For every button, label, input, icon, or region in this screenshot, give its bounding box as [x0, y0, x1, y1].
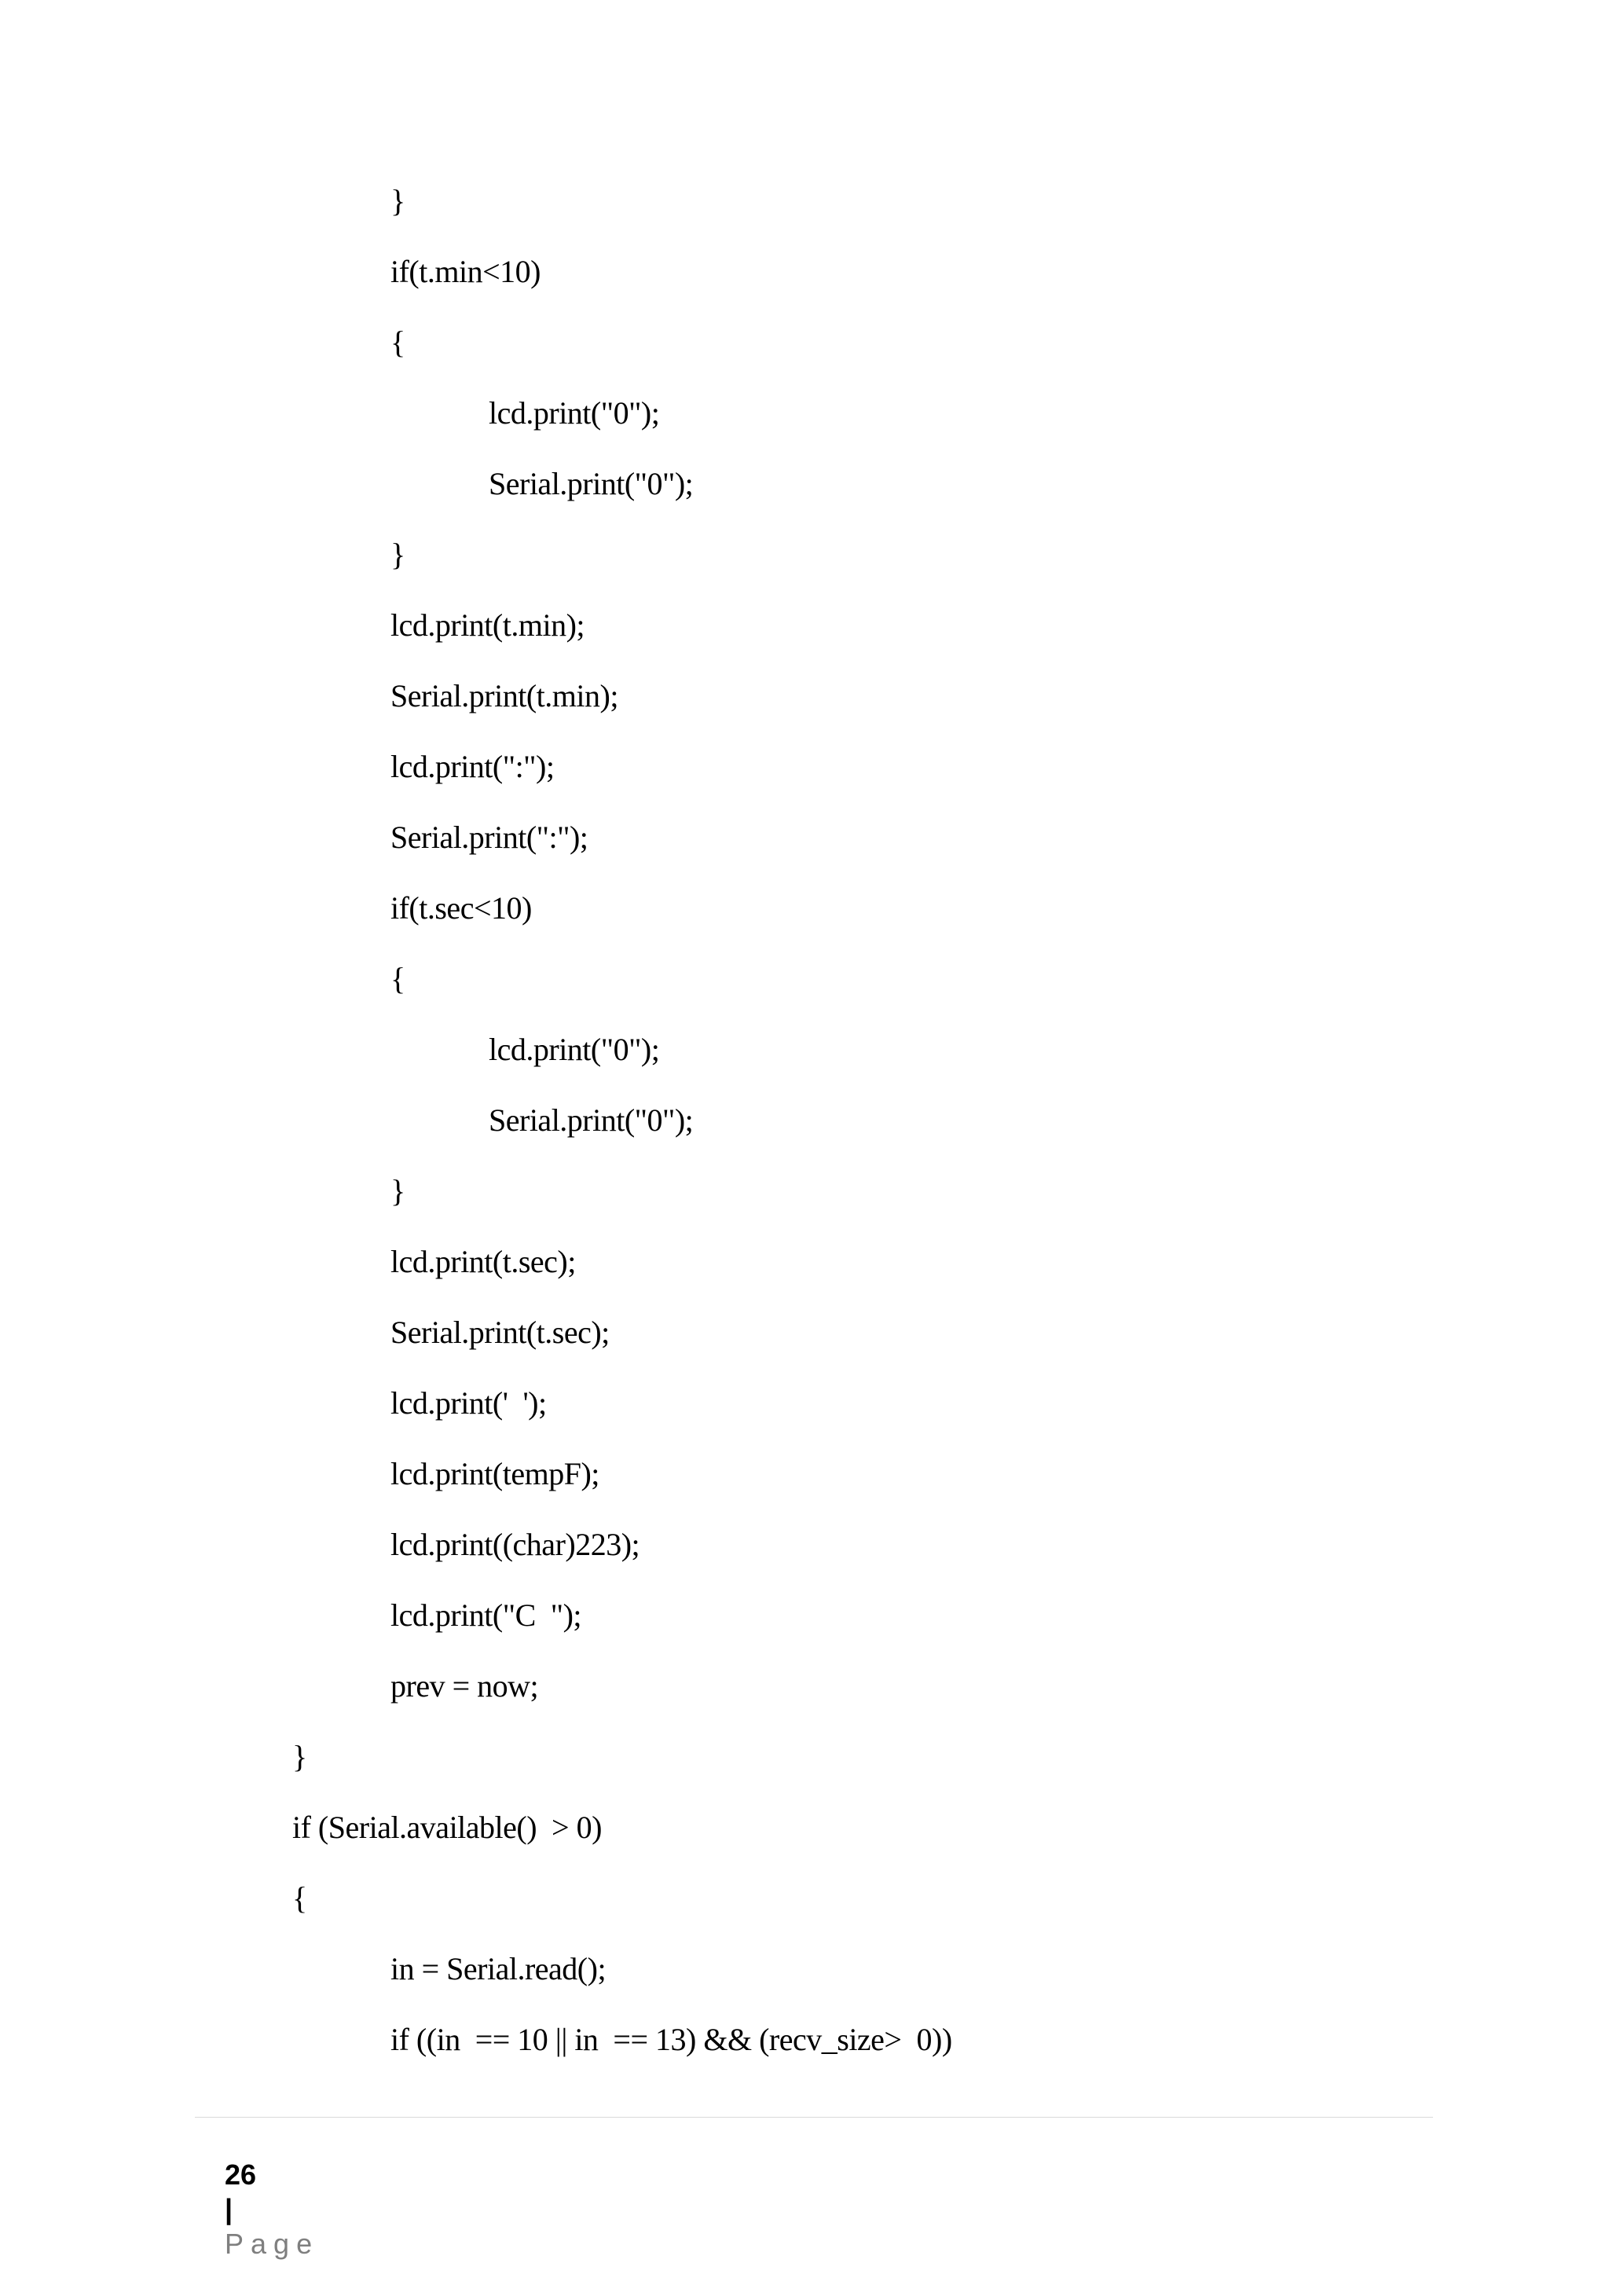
- code-line: lcd.print(t.min);: [390, 607, 585, 643]
- code-line: Serial.print(t.sec);: [390, 1315, 610, 1350]
- code-line: }: [390, 183, 405, 218]
- page-label: Page: [225, 2228, 320, 2260]
- code-line: lcd.print("0");: [489, 1032, 660, 1067]
- footer-rule: [195, 2117, 1433, 2118]
- code-line: if ((in == 10 || in == 13) && (recv_size> 0)): [390, 2022, 952, 2057]
- code-line: if(t.sec<10): [390, 890, 532, 926]
- page-number: 26: [225, 2158, 257, 2191]
- code-line: Serial.print(":");: [390, 820, 588, 855]
- code-line: prev = now;: [390, 1668, 539, 1704]
- code-line: lcd.print((char)223);: [390, 1527, 640, 1562]
- code-line: if (Serial.available() > 0): [292, 1810, 602, 1845]
- code-line: lcd.print(' ');: [390, 1385, 547, 1421]
- page-footer: [193, 2123, 319, 2296]
- code-line: Serial.print("0");: [489, 466, 694, 501]
- code-line: Serial.print("0");: [489, 1102, 694, 1138]
- code-line: Serial.print(t.min);: [390, 678, 618, 713]
- code-line: in = Serial.read();: [390, 1951, 607, 1986]
- footer-separator: |: [225, 2193, 233, 2225]
- code-line: }: [390, 537, 405, 572]
- code-line: }: [292, 1739, 307, 1774]
- code-line: }: [390, 1173, 405, 1209]
- code-line: {: [292, 1880, 307, 1916]
- code-line: lcd.print(":");: [390, 749, 555, 784]
- code-line: lcd.print("C ");: [390, 1597, 582, 1633]
- code-line: {: [390, 961, 405, 996]
- code-line: lcd.print("0");: [489, 395, 660, 431]
- code-line: lcd.print(tempF);: [390, 1456, 599, 1491]
- code-line: {: [390, 325, 405, 360]
- code-line: if(t.min<10): [390, 254, 541, 289]
- code-line: lcd.print(t.sec);: [390, 1244, 576, 1279]
